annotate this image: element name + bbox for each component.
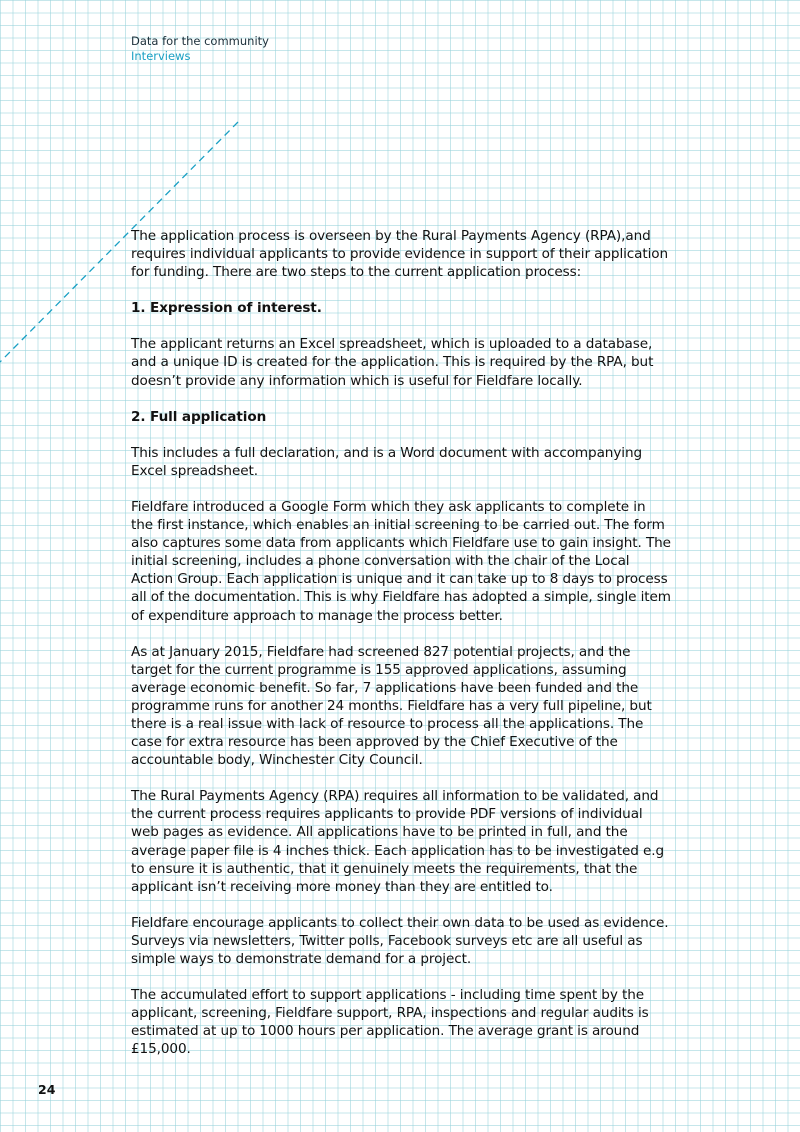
step2-heading: 2. Full application [131, 408, 267, 425]
rpa-paragraph: The Rural Payments Agency (RPA) requires all information to be validated, and the current process requires applicants to provide PDF versions of individual web pages as evidence. All applications have to be printed in full, and the average paper file is 4 inches thick. Each application has to be investigated e.g to ensure it is authentic, that it genuinely meets the requirements, that the applicant isn’t receiving more money than they are entitled to. [131, 788, 665, 895]
header-subtitle: Interviews [131, 49, 191, 63]
page-number: 24 [38, 1082, 56, 1097]
step1-heading: 1. Expression of interest. [131, 300, 322, 317]
page-header [131, 34, 269, 64]
january-paragraph: As at January 2015, Fieldfare had screened 827 potential projects, and the target for the current programme is 155 approved applications, assuming average economic benefit. So far, 7 applications have been funded and the programme runs for another 24 months. Fieldfare has a very full pipeline, but there is a real issue with lack of resource to process all the applications. The case for extra resource has been approved by the Chief Executive of the accountable body, Winchester City Council. [131, 643, 652, 769]
intro-paragraph: The application process is overseen by the Rural Payments Agency (RPA),and requires individual applicants to provide evidence in support of their application for funding. There are two steps to the current application process: [131, 228, 669, 281]
body-content [131, 227, 671, 1076]
step2-paragraph: This includes a full declaration, and is a Word document with accompanying Excel spreadsheet. [131, 444, 642, 479]
header-title: Data for the community [131, 34, 269, 48]
google-form-paragraph: Fieldfare introduced a Google Form which they ask applicants to complete in the first instance, which enables an initial screening to be carried out. The form also captures some data from applicants which Fieldfare use to gain insight. The initial screening, includes a phone conversation with the chair of the Local Action Group. Each application is unique and it can take up to 8 days to process all of the documentation. This is why Fieldfare has adopted a simple, single item of expenditure approach to manage the process better. [131, 498, 671, 624]
encourage-paragraph: Fieldfare encourage applicants to collect their own data to be used as evidence. Surveys via newsletters, Twitter polls, Facebook surveys etc are all useful as simple ways to demonstrate demand for a project. [131, 914, 669, 967]
step1-paragraph: The applicant returns an Excel spreadsheet, which is uploaded to a database, and a unique ID is created for the application. This is required by the RPA, but doesn’t provide any information which is useful for Fieldfare locally. [131, 336, 654, 389]
effort-paragraph: The accumulated effort to support applications - including time spent by the applicant, screening, Fieldfare support, RPA, inspections and regular audits is estimated at up to 1000 hours per application. The average grant is around £15,000. [131, 987, 649, 1058]
